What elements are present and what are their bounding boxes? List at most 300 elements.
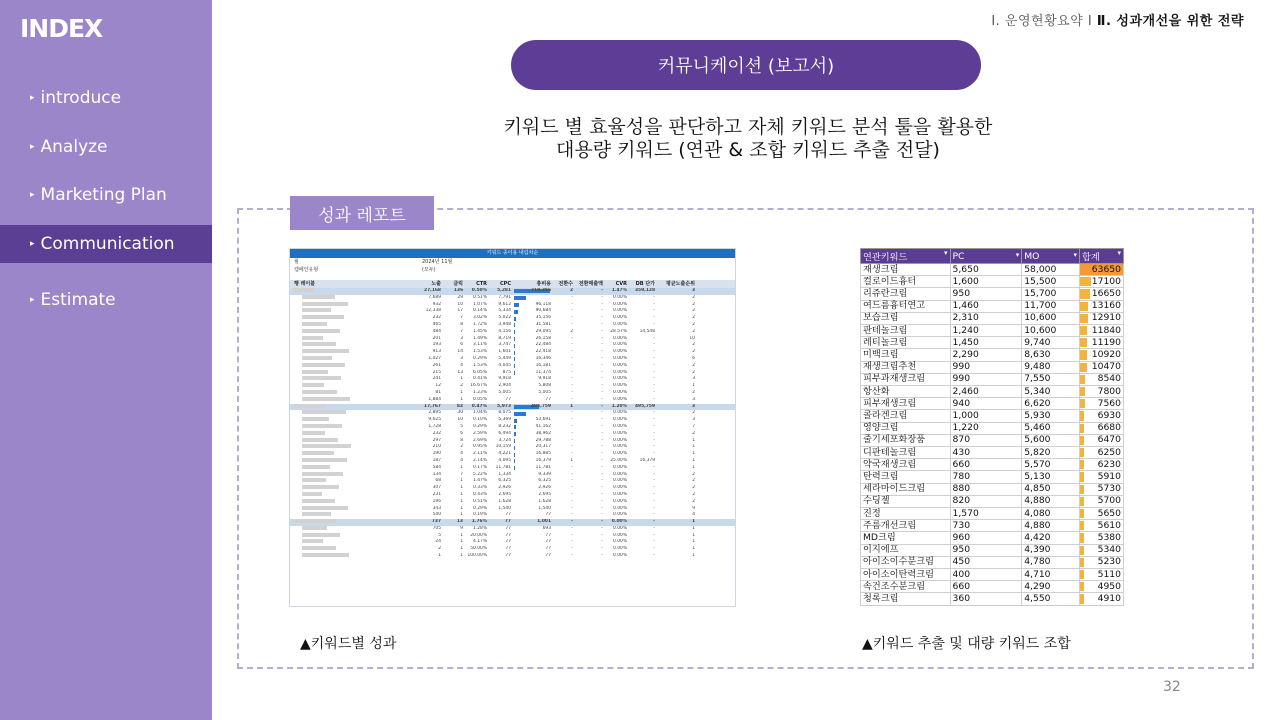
table-row[interactable]	[290, 539, 735, 546]
redacted-text	[302, 302, 348, 306]
cell-value: 11,374	[535, 369, 551, 375]
table-row[interactable]	[861, 312, 1124, 324]
blurred-keyword	[290, 485, 410, 492]
table-cell: 레티놀크림	[861, 337, 951, 349]
cost-data-bar	[514, 432, 516, 436]
redacted-text	[294, 519, 336, 523]
table-row[interactable]	[290, 376, 735, 383]
column-header[interactable]	[1080, 249, 1124, 264]
redacted-text	[302, 390, 337, 394]
table-cell	[513, 302, 553, 309]
table-cell: -	[653, 315, 655, 321]
table-cell: 540	[432, 512, 441, 518]
table-cell: 950	[950, 288, 1022, 300]
table-group-row[interactable]	[290, 288, 735, 295]
column-header[interactable]: 평균노출순위	[666, 281, 695, 287]
redacted-text	[302, 322, 327, 326]
table-cell	[513, 424, 553, 431]
filter-dropdown-icon[interactable]: ▾	[1073, 250, 1078, 259]
sidebar-item-communication[interactable]	[0, 225, 212, 263]
table-cell: -	[601, 553, 603, 559]
table-cell: 4	[460, 457, 463, 463]
table-cell: 24	[435, 539, 441, 545]
table-cell: 297	[432, 437, 441, 443]
table-cell: -	[571, 308, 573, 314]
column-header[interactable]	[950, 249, 1022, 264]
table-cell: -	[653, 396, 655, 402]
table-row[interactable]	[861, 471, 1124, 483]
table-cell: 0.00%	[613, 546, 627, 552]
table-row[interactable]	[861, 544, 1124, 556]
table-row[interactable]	[290, 410, 735, 417]
table-row[interactable]	[861, 593, 1124, 606]
table-row[interactable]	[290, 417, 735, 424]
table-cell: -	[601, 342, 603, 348]
cell-value: 2,926	[538, 485, 551, 491]
total-cell	[1080, 483, 1124, 495]
table-row[interactable]	[861, 447, 1124, 459]
cost-data-bar	[514, 466, 515, 470]
table-row[interactable]	[290, 295, 735, 302]
table-cell: 58,000	[1022, 264, 1080, 276]
headline	[360, 116, 1136, 162]
redacted-text	[302, 438, 338, 442]
column-header[interactable]: CTR	[476, 281, 487, 287]
table-cell: -	[571, 532, 573, 538]
table-cell: 0.00%	[613, 355, 627, 361]
table-cell: 진정	[861, 508, 951, 520]
table-row[interactable]	[861, 569, 1124, 581]
table-cell: MD크림	[861, 532, 951, 544]
cost-data-bar	[514, 351, 515, 355]
blurred-keyword	[290, 539, 410, 546]
column-header[interactable]: CPC	[499, 281, 511, 287]
table-cell: -	[653, 485, 655, 491]
table-cell: 990	[950, 373, 1022, 385]
table-cell: 1.72%	[473, 321, 487, 327]
table-row[interactable]	[290, 444, 735, 451]
keyword-performance-table	[289, 248, 736, 607]
redacted-text	[302, 539, 323, 543]
table-row[interactable]	[861, 483, 1124, 495]
table-cell: 8,075	[498, 410, 511, 416]
cost-data-bar	[514, 317, 516, 321]
table-cell: 77	[505, 539, 511, 545]
table-cell: -	[653, 423, 655, 429]
table-row[interactable]	[861, 459, 1124, 471]
table-cell: 3	[692, 376, 695, 382]
table-cell: 항산화	[861, 386, 951, 398]
total-cell	[1080, 422, 1124, 434]
column-header-label: PC	[952, 250, 965, 262]
total-cell	[1080, 459, 1124, 471]
table-group-row[interactable]	[290, 404, 735, 411]
table-cell: 77	[505, 396, 511, 402]
table-cell: 1	[692, 464, 695, 470]
table-cell: 3.02%	[473, 315, 487, 321]
blurred-keyword	[290, 512, 410, 519]
table-cell: -	[571, 498, 573, 504]
table-cell: 5,460	[1022, 422, 1080, 434]
table-cell: 2	[692, 389, 695, 395]
table-cell: 0.00%	[613, 471, 627, 477]
cost-data-bar	[514, 453, 515, 457]
table-row[interactable]	[861, 532, 1124, 544]
table-row[interactable]	[861, 325, 1124, 337]
table-cell: 영양크림	[861, 422, 951, 434]
table-cell: 2	[692, 308, 695, 314]
table-cell: 3	[460, 355, 463, 361]
cost-data-bar	[514, 419, 517, 423]
total-cell	[1080, 410, 1124, 422]
table-cell: -	[653, 519, 655, 525]
column-header[interactable]: 전환매출액	[578, 281, 603, 287]
table-cell: 주름개선크림	[861, 520, 951, 532]
table-row[interactable]	[861, 434, 1124, 446]
table-cell	[513, 383, 553, 390]
caption-keyword-extraction: ▲키워드 추출 및 대량 키워드 조합	[862, 636, 1071, 652]
redacted-text	[302, 499, 335, 503]
cell-value: 13160	[1091, 300, 1121, 312]
total-cell	[1080, 386, 1124, 398]
table-cell: 0.00%	[613, 417, 627, 423]
table-cell: 495,759	[635, 403, 655, 409]
column-header[interactable]: 클릭	[453, 281, 463, 287]
table-cell: 0.29%	[473, 423, 487, 429]
table-row[interactable]	[290, 370, 735, 377]
column-header[interactable]	[1022, 249, 1080, 264]
column-header[interactable]: 총비용	[536, 281, 551, 287]
cell-value: 5730	[1097, 483, 1121, 495]
table-row[interactable]	[861, 495, 1124, 507]
blurred-keyword	[290, 376, 410, 383]
table-cell: -	[601, 525, 603, 531]
cell-value: 5230	[1097, 556, 1121, 568]
table-cell: -	[601, 294, 603, 300]
table-row[interactable]	[290, 512, 735, 519]
filter-label: 캠페인유형	[294, 267, 319, 273]
total-cell	[1080, 288, 1124, 300]
filter-value: (모두)	[422, 267, 436, 273]
table-cell: 950	[950, 544, 1022, 556]
table-cell: 484	[432, 328, 441, 334]
table-row[interactable]	[861, 581, 1124, 593]
table-cell	[513, 512, 553, 519]
redacted-text	[302, 370, 328, 374]
filter-dropdown-icon[interactable]: ▾	[1015, 250, 1020, 259]
total-cell	[1080, 300, 1124, 312]
blurred-keyword	[290, 349, 410, 356]
table-cell: 줄기세포화장품	[861, 434, 951, 446]
table-row[interactable]	[290, 315, 735, 322]
table-cell: 2	[692, 410, 695, 416]
table-cell: 콜라겐크림	[861, 410, 951, 422]
triangle-right-icon: ▸	[30, 93, 35, 103]
table-cell: 232	[432, 430, 441, 436]
column-header[interactable]: 노출	[431, 281, 441, 287]
table-row[interactable]	[861, 422, 1124, 434]
table-row[interactable]	[290, 526, 735, 533]
column-header[interactable]: 전환수	[558, 281, 573, 287]
table-cell: 10	[457, 301, 463, 307]
table-cell: 2	[692, 430, 695, 436]
table-cell: 584	[432, 464, 441, 470]
table-row[interactable]	[861, 556, 1124, 568]
table-row[interactable]	[290, 431, 735, 438]
table-row[interactable]	[290, 478, 735, 485]
table-cell: 193	[432, 342, 441, 348]
sidebar-item-marketing-plan[interactable]	[0, 176, 212, 214]
redacted-text	[302, 308, 331, 312]
table-cell: -	[653, 362, 655, 368]
blurred-keyword	[290, 322, 410, 329]
cell-value: 77	[545, 512, 551, 518]
table-row[interactable]	[861, 508, 1124, 520]
table-row[interactable]	[290, 336, 735, 343]
table-cell: 0.00%	[613, 383, 627, 389]
table-cell: 1,600	[950, 276, 1022, 288]
table-row[interactable]	[861, 264, 1124, 276]
table-row[interactable]	[290, 308, 735, 315]
table-cell: 4,850	[1022, 483, 1080, 495]
table-cell: 1	[460, 464, 463, 470]
table-row[interactable]	[290, 342, 735, 349]
table-cell: 0.95%	[473, 444, 487, 450]
table-cell: 0.00%	[613, 430, 627, 436]
cell-value: 63650	[1091, 263, 1121, 275]
table-cell: 2	[692, 328, 695, 334]
table-cell: -	[653, 342, 655, 348]
redacted-text	[302, 485, 339, 489]
column-header[interactable]	[861, 249, 951, 264]
table-cell: -	[601, 321, 603, 327]
table-cell: 0.00%	[613, 464, 627, 470]
cost-data-bar	[514, 364, 515, 368]
table-row[interactable]	[290, 349, 735, 356]
total-cell	[1080, 569, 1124, 581]
table-cell: 1,570	[950, 508, 1022, 520]
table-row[interactable]	[290, 322, 735, 329]
table-cell: 4	[460, 362, 463, 368]
cell-value: 16,346	[535, 355, 551, 361]
cell-value: 16,379	[535, 457, 551, 463]
table-cell: 3	[460, 335, 463, 341]
table-row[interactable]	[290, 302, 735, 309]
table-cell: -	[653, 417, 655, 423]
table-cell	[513, 451, 553, 458]
redacted-text	[302, 512, 331, 516]
table-row[interactable]	[861, 520, 1124, 532]
table-cell: 0.00%	[613, 294, 627, 300]
table-cell: 780	[950, 471, 1022, 483]
table-cell: -	[653, 512, 655, 518]
table-cell: 17,767	[424, 403, 441, 409]
table-cell	[513, 526, 553, 533]
blurred-keyword	[290, 336, 410, 343]
table-row[interactable]	[861, 276, 1124, 288]
filter-dropdown-icon[interactable]: ▾	[1117, 249, 1121, 257]
table-cell: -	[601, 464, 603, 470]
sidebar-item-analyze[interactable]	[0, 128, 212, 166]
table-cell: 7	[460, 315, 463, 321]
total-data-bar	[1080, 302, 1088, 311]
table-cell: -	[601, 519, 603, 525]
table-row[interactable]	[290, 506, 735, 513]
blurred-keyword	[290, 451, 410, 458]
triangle-right-icon: ▸	[30, 142, 35, 152]
total-data-bar	[1080, 570, 1084, 579]
table-cell: 6	[460, 430, 463, 436]
table-cell: 7	[460, 328, 463, 334]
table-row[interactable]	[861, 300, 1124, 312]
table-row[interactable]	[290, 533, 735, 540]
total-data-bar	[1080, 594, 1084, 604]
table-cell	[513, 308, 553, 315]
blurred-keyword	[290, 356, 410, 363]
table-cell: 속건조수분크림	[861, 581, 951, 593]
table-cell: 3	[692, 417, 695, 423]
table-cell: 7,550	[1022, 373, 1080, 385]
table-cell: -	[601, 532, 603, 538]
column-header[interactable]: 행 레이블	[294, 281, 316, 287]
table-cell: 2	[692, 471, 695, 477]
sidebar-item-estimate[interactable]	[0, 281, 212, 319]
table-cell: 11,700	[1022, 300, 1080, 312]
table-cell: -	[653, 491, 655, 497]
breadcrumb-previous[interactable]: Ⅰ. 운영현황요약 I	[991, 14, 1093, 29]
table-row[interactable]	[290, 383, 735, 390]
table-cell: -	[653, 308, 655, 314]
table-filter[interactable]	[290, 258, 735, 266]
table-cell	[513, 417, 553, 424]
table-cell: 1.53%	[473, 349, 487, 355]
table-filter[interactable]	[290, 266, 735, 274]
table-cell: 17	[457, 308, 463, 314]
table-cell	[513, 363, 553, 370]
table-row[interactable]	[290, 363, 735, 370]
table-cell: -	[601, 355, 603, 361]
table-cell: 1	[692, 525, 695, 531]
sidebar-item-introduce[interactable]	[0, 79, 212, 117]
redacted-text	[302, 356, 332, 360]
table-row[interactable]	[290, 438, 735, 445]
table-row[interactable]	[861, 288, 1124, 300]
table-cell: -	[653, 301, 655, 307]
table-cell	[513, 506, 553, 513]
table-row[interactable]	[290, 356, 735, 363]
table-cell: -	[653, 437, 655, 443]
blurred-keyword	[290, 526, 410, 533]
table-cell	[513, 322, 553, 329]
table-cell: 730	[950, 520, 1022, 532]
table-row[interactable]	[290, 472, 735, 479]
table-cell: 880	[950, 483, 1022, 495]
table-cell: 4,045	[498, 362, 511, 368]
cell-value: 6930	[1097, 410, 1121, 422]
caption-keyword-performance: ▲키워드별 성과	[300, 636, 397, 652]
table-row[interactable]	[290, 451, 735, 458]
blurred-keyword	[290, 424, 410, 431]
table-cell: -	[653, 532, 655, 538]
table-cell: 피부재생크림	[861, 398, 951, 410]
cell-value: 16,885	[535, 451, 551, 457]
column-header-label: 연관키워드	[863, 252, 908, 263]
table-cell: 아이소이수분크림	[861, 556, 951, 568]
cell-value: 5650	[1097, 507, 1121, 519]
table-row[interactable]	[861, 373, 1124, 385]
table-cell: 2	[692, 315, 695, 321]
table-cell: 2	[692, 321, 695, 327]
table-row[interactable]	[290, 424, 735, 431]
table-cell: -	[571, 355, 573, 361]
table-row[interactable]	[290, 465, 735, 472]
table-row[interactable]	[290, 546, 735, 553]
table-row[interactable]	[290, 499, 735, 506]
table-cell: 20.00%	[470, 532, 487, 538]
redacted-text	[302, 506, 348, 510]
blurred-keyword	[290, 465, 410, 472]
table-cell: 1,220	[950, 422, 1022, 434]
table-cell: 875	[502, 369, 511, 375]
table-row[interactable]	[861, 337, 1124, 349]
column-header[interactable]: DB 단가	[635, 281, 655, 287]
redacted-text	[302, 431, 325, 435]
triangle-right-icon: ▸	[30, 239, 35, 249]
column-header[interactable]: CVR	[615, 281, 627, 287]
table-group-row[interactable]	[290, 519, 735, 526]
total-cell	[1080, 312, 1124, 324]
table-cell	[513, 553, 553, 560]
total-cell	[1080, 434, 1124, 446]
table-cell: 1	[460, 389, 463, 395]
table-row[interactable]	[861, 361, 1124, 373]
redacted-text	[302, 410, 346, 414]
total-cell	[1080, 508, 1124, 520]
table-row[interactable]	[861, 386, 1124, 398]
cell-value: 4910	[1097, 593, 1121, 605]
table-cell: 10	[689, 335, 695, 341]
table-cell: 210	[432, 444, 441, 450]
table-cell: 1	[460, 478, 463, 484]
cell-value: 6470	[1097, 434, 1121, 446]
table-row[interactable]	[290, 485, 735, 492]
table-cell: 1	[692, 451, 695, 457]
cell-value: 11,781	[535, 464, 551, 470]
table-row[interactable]	[290, 329, 735, 336]
table-cell: -	[653, 349, 655, 355]
table-row[interactable]	[861, 349, 1124, 361]
redacted-text	[302, 376, 341, 380]
table-row[interactable]	[290, 397, 735, 404]
blurred-keyword	[290, 390, 410, 397]
table-cell: 0.00%	[613, 369, 627, 375]
table-row[interactable]	[861, 398, 1124, 410]
sidebar-item-label: Communication	[40, 234, 175, 254]
section-title-pill: 커뮤니케이션 (보고서)	[511, 40, 981, 90]
filter-dropdown-icon[interactable]: ▾	[943, 249, 948, 257]
table-cell: 2.59%	[473, 430, 487, 436]
table-row[interactable]	[861, 410, 1124, 422]
table-row[interactable]	[290, 390, 735, 397]
table-row[interactable]	[290, 492, 735, 499]
table-cell: -	[571, 335, 573, 341]
table-row[interactable]	[290, 553, 735, 560]
table-cell: -	[601, 505, 603, 511]
cell-value: 26,158	[535, 335, 551, 341]
table-body	[861, 264, 1124, 606]
cell-value: 495,759	[531, 403, 551, 409]
table-row[interactable]	[290, 458, 735, 465]
